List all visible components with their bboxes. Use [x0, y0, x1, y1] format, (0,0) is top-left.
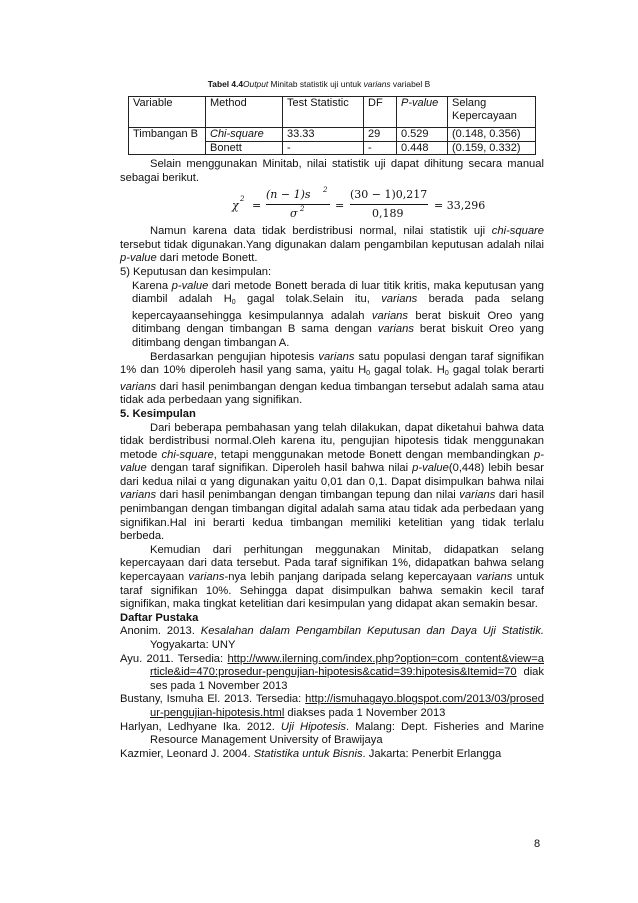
cell-group: Timbangan B [129, 128, 206, 155]
text-span: Kazmier, Leonard J. 2004. [120, 747, 254, 760]
text-span: Yogyakarta: UNY [150, 639, 236, 651]
text-span: gagal tolak berarti [448, 364, 544, 377]
reference-item [120, 721, 544, 748]
formula-den-sup: 2 [300, 205, 305, 214]
header-p-value-text: P-value [401, 97, 439, 109]
text-span: Kemudian dari perhitungan meggunakan Minitab, didapatkan selang kepercayaan dari data tersebut. Pada taraf signifikan 1%, didapatkan bahwa selang kepercayaan [120, 543, 544, 584]
header-test-statistic: Test Statistic [283, 97, 364, 128]
page-number: 8 [534, 838, 541, 850]
text-span: Ayu. 2011. Tersedia: [120, 652, 228, 665]
header-df: DF [364, 97, 397, 128]
fraction-line [266, 204, 330, 205]
text-span: . Jakarta: Penerbit Erlangga [362, 747, 502, 760]
table-cell: 0.448 [397, 141, 448, 155]
formula-result: = 33,296 [434, 199, 486, 213]
header-p-value [397, 97, 448, 128]
text-span: Harlyan, Ledhyane Ika. 2012. [120, 720, 281, 733]
italic-term: p-value [120, 448, 544, 475]
formula-num-sup: 2 [323, 186, 328, 195]
text-span: (0,448) lebih besar dari kedua nilai α yang digunakan yaitu 0,01 dan 0,1. Dapat disimpulkan bahwa nilai [120, 462, 544, 488]
reference-link[interactable]: http://www.ilerning.com/index.php?option=com_content&view=article&id=470:prosedur-pengujian-hipotesis&catid=39:hipotesis&Itemid=70 [150, 652, 544, 679]
body-text [120, 158, 544, 761]
table-cell: (0.159, 0.332) [448, 141, 536, 155]
formula-sup: 2 [240, 195, 245, 204]
text-span: , tetapi menggunakan metode Bonett dengan membandingkan [213, 448, 535, 461]
text-span: Bustany, Ismuha El. 2013. Tersedia: [120, 693, 306, 706]
text-span: berat biskuit Oreo yang ditimbang dengan timbangan A. [132, 323, 544, 349]
paragraph: Selain menggunakan Minitab, nilai statistik uji dapat dihitung secara manual sebagai berikut. [120, 158, 544, 184]
text-span: dengan taraf signifikan. Diperoleh hasil bahwa nilai [146, 462, 413, 475]
text-span: dari metode Bonett. [156, 252, 258, 265]
caption-text: Minitab statistik uji untuk [268, 79, 364, 89]
chi-square-formula [120, 185, 544, 225]
references-heading-text: Daftar Pustaka [120, 611, 199, 624]
table-cell: (0.148, 0.356) [448, 128, 536, 142]
text-span: dari metode Bonett berada di luar titik kritis, maka keputusan yang diambil adalah H [132, 279, 544, 306]
formula-eq2: = [335, 199, 345, 213]
text-span: Berdasarkan pengujian hipotesis [150, 350, 319, 363]
italic-term: chi-square [161, 448, 214, 461]
reference-link[interactable]: http://ismuhagayo.blogspot.com/2013/03/prosedur-pengujian-hipotesis.html [150, 693, 544, 719]
caption-output: Output [243, 79, 269, 89]
table-row [129, 128, 536, 142]
text-span: Anonim. 2013. [120, 625, 201, 638]
table-header-row [129, 97, 536, 128]
text-span: -nya lebih panjang daripada selang kepercayaan [224, 571, 477, 584]
header-variable: Variable [129, 97, 206, 128]
text-span: Namun karena data tidak berdistribusi normal, nilai statistik uji [150, 225, 492, 238]
subscript: 0 [444, 370, 449, 378]
text-span: Karena [132, 279, 172, 292]
italic-term: varians [459, 489, 496, 502]
paragraph [120, 351, 544, 408]
caption-varians: varians [363, 79, 391, 89]
formula-den: σ [290, 207, 298, 221]
italic-term: Kesalahan dalam Pengambilan Keputusan dan Daya Uji Statistik. [200, 625, 544, 638]
section-heading [120, 408, 544, 422]
italic-term: varians [371, 309, 408, 322]
italic-term: varians [120, 380, 157, 393]
subscript: 0 [231, 299, 236, 307]
text-span: berada pada selang kepercayaansehingga kesimpulannya adalah [132, 293, 544, 322]
text-span: Dari beberapa pembahasan yang telah dilakukan, dapat diketahui bahwa data tidak berdistribusi normal.Oleh karena itu, pengujian hipotesis tidak menggunakan metode [120, 421, 544, 461]
italic-term: varians [377, 323, 414, 336]
italic-term: p-value [412, 462, 449, 475]
text-span: dari hasil penimbangan dengan kedua timbangan tersebut adalah sama atau tidak ada perbedaan yang signifikan. [120, 380, 544, 407]
italic-term: p-value [120, 252, 157, 265]
formula-eq: = [252, 199, 262, 213]
text-span: diakses pada 1 November 2013 [284, 706, 446, 719]
caption-label: Tabel 4.4 [207, 79, 244, 89]
italic-term: varians [120, 489, 157, 502]
results-table [128, 96, 536, 155]
text-span: satu populasi dengan taraf signifikan 1% dan 10% diperoleh hasil yang sama, yaitu H [120, 350, 544, 377]
paragraph [120, 280, 544, 351]
formula-den3: 0,189 [372, 207, 404, 221]
table-cell: 0.529 [397, 128, 448, 142]
italic-term: varians [188, 571, 225, 584]
paragraph [120, 422, 544, 544]
paragraph [120, 544, 544, 612]
table-caption [0, 79, 638, 89]
table-cell: 33.33 [283, 128, 364, 142]
table-cell: - [283, 141, 364, 155]
text-span: dari hasil penimbangan dengan timbangan tepung dan nilai [156, 489, 460, 502]
text-span: berat biskuit Oreo yang ditimbang dengan timbangan B sama dengan [132, 309, 544, 336]
section-heading-text: 5. Kesimpulan [120, 407, 196, 420]
italic-term: chi-square [491, 225, 544, 238]
text-span: dari hasil penimbangan dengan timbangan digital adalah sama atau tidak ada perbedaan yang signifikan.Hal ini berarti kedua timbangan memiliki ketelitian yang tidak terlalu berbeda. [120, 489, 544, 543]
text-span: gagal tolak.Selain itu, [235, 293, 382, 306]
italic-term: varians [318, 350, 355, 363]
formula-num2: (30 − 1)0,217 [350, 188, 428, 202]
italic-term: varians [476, 571, 513, 584]
item-heading: 5) Keputusan dan kesimpulan: [120, 265, 272, 278]
table-cell: Bonett [206, 141, 283, 155]
table-cell [206, 128, 283, 142]
header-selang: Selang Kepercayaan [448, 97, 536, 128]
table-cell: - [364, 141, 397, 155]
reference-item [120, 748, 544, 762]
reference-item [120, 693, 544, 720]
text-span: untuk taraf signifikan 10%. Sehingga dapat disimpulkan bahwa semakin kecil taraf signifikan, maka tingkat ketelitian dari kesimpulan yang didapat akan semakin besar. [120, 571, 544, 611]
italic-term: varians [381, 293, 418, 306]
reference-item [120, 625, 544, 652]
text-span: gagal tolak. H [370, 364, 445, 377]
formula-chi: χ [232, 199, 239, 213]
table-cell: 29 [364, 128, 397, 142]
reference-item [120, 653, 544, 694]
cell-method: Chi-square [210, 128, 264, 140]
caption-tail: variabel B [390, 79, 431, 89]
fraction-line-2 [350, 204, 428, 205]
italic-term: Statistika untuk Bisnis [253, 747, 363, 760]
text-span: . Malang: Dept. Fisheries and Marine Resource Management University of Brawijaya [150, 720, 545, 747]
formula-num: (n − 1)s [266, 188, 311, 202]
text-span: diakses pada 1 November 2013 [150, 666, 544, 692]
paragraph [120, 225, 544, 266]
text-span: tersebut tidak digunakan.Yang digunakan dalam pengambilan keputusan adalah nilai [120, 238, 544, 251]
italic-term: p-value [171, 279, 209, 292]
italic-term: Uji Hipotesis [280, 720, 347, 733]
subscript: 0 [366, 370, 371, 378]
header-method: Method [206, 97, 283, 128]
references-heading [120, 612, 544, 626]
